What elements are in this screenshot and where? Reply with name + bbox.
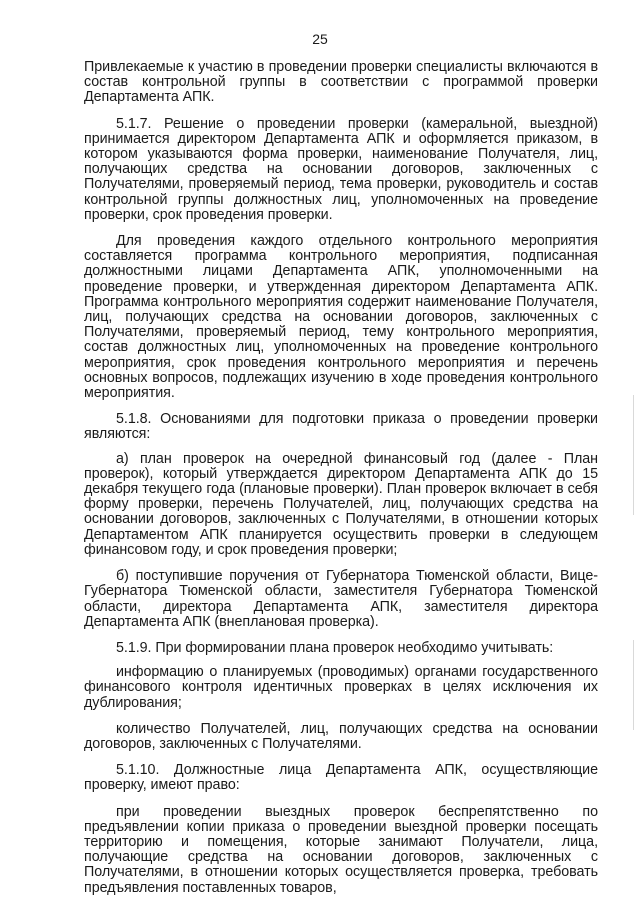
paragraph-5-1-10: 5.1.10. Должностные лица Департамента АПК, осуществляющие проверку, имеют право: <box>84 762 598 794</box>
scan-edge-mark <box>633 395 634 515</box>
scan-edge-mark <box>633 640 634 730</box>
paragraph-item-b: б) поступившие поручения от Губернатора Тюменской области, Вице-Губернатора Тюменской области, заместителя Губернатора Тюменской области, директора Департамента АПК, заместителя директора Департамента АПК (внеплановая проверка). <box>84 568 598 630</box>
paragraph-5-1-8: 5.1.8. Основаниями для подготовки приказа о проведении проверки являются: <box>84 411 598 443</box>
paragraph-5-1-7: 5.1.7. Решение о проведении проверки (камеральной, выездной) принимается директором Департамента АПК и оформляется приказом, в котором указываются форма проверки, наименование Получателя, лиц, получающих средства на основании договоров, заключенных с Получателями, проверяемый период, тема проверки, руководитель и состав контрольной группы должностных лиц, уполномоченных на проведение проверки, срок проведения проверки. <box>84 115 598 223</box>
page-number: 25 <box>312 31 328 47</box>
paragraph-program: Для проведения каждого отдельного контрольного мероприятия составляется программа контрольного мероприятия, подписанная должностными лицами Департамента АПК, уполномоченными на проведение проверки, и утвержденная директором Департамента АПК. Программа контрольного мероприятия содержит наименование Получателя, лиц, получающих средства на основании договоров, заключенных с Получателями, проверяемый период, тему контрольного мероприятия, состав должностных лиц, уполномоченных на проведение контрольного мероприятия, срок проведения контрольного мероприятия и перечень основных вопросов, подлежащих изучению в ходе проведения контрольного мероприятия. <box>84 233 598 402</box>
paragraph-5-1-9: 5.1.9. При формировании плана проверок необходимо учитывать: <box>116 639 554 656</box>
paragraph-item-a: а) план проверок на очередной финансовый год (далее - План проверок), который утверждается директором Департамента АПК до 15 декабря текущего года (плановые проверки). План проверок включает в себя форму проверки, перечень Получателей, лиц, получающих средства на основании договоров, заключенных с Получателями, в отношении которых Департаментом АПК планируется осуществить проверки в следующем финансовом году, и срок проведения проверки; <box>84 450 598 558</box>
paragraph-onsite-rights: при проведении выездных проверок беспрепятственно по предъявлении копии приказа о проведении выездной проверки посещать территорию и помещения, которые занимают Получатели, лица, получающие средства на основании договоров, заключенных с Получателями, в отношении которых осуществляется проверка, требовать предъявления поставленных товаров, <box>84 803 598 896</box>
paragraph-info-control: информацию о планируемых (проводимых) органами государственного финансового контроля идентичных проверках в целях исключения их дублирования; <box>84 664 598 711</box>
paragraph-count-recipients: количество Получателей, лиц, получающих средства на основании договоров, заключенных с Получателями. <box>84 720 598 752</box>
paragraph-specialists: Привлекаемые к участию в проведении проверки специалисты включаются в состав контрольной группы в соответствии с программой проверки Департамента АПК. <box>84 59 598 106</box>
document-body <box>84 60 598 907</box>
